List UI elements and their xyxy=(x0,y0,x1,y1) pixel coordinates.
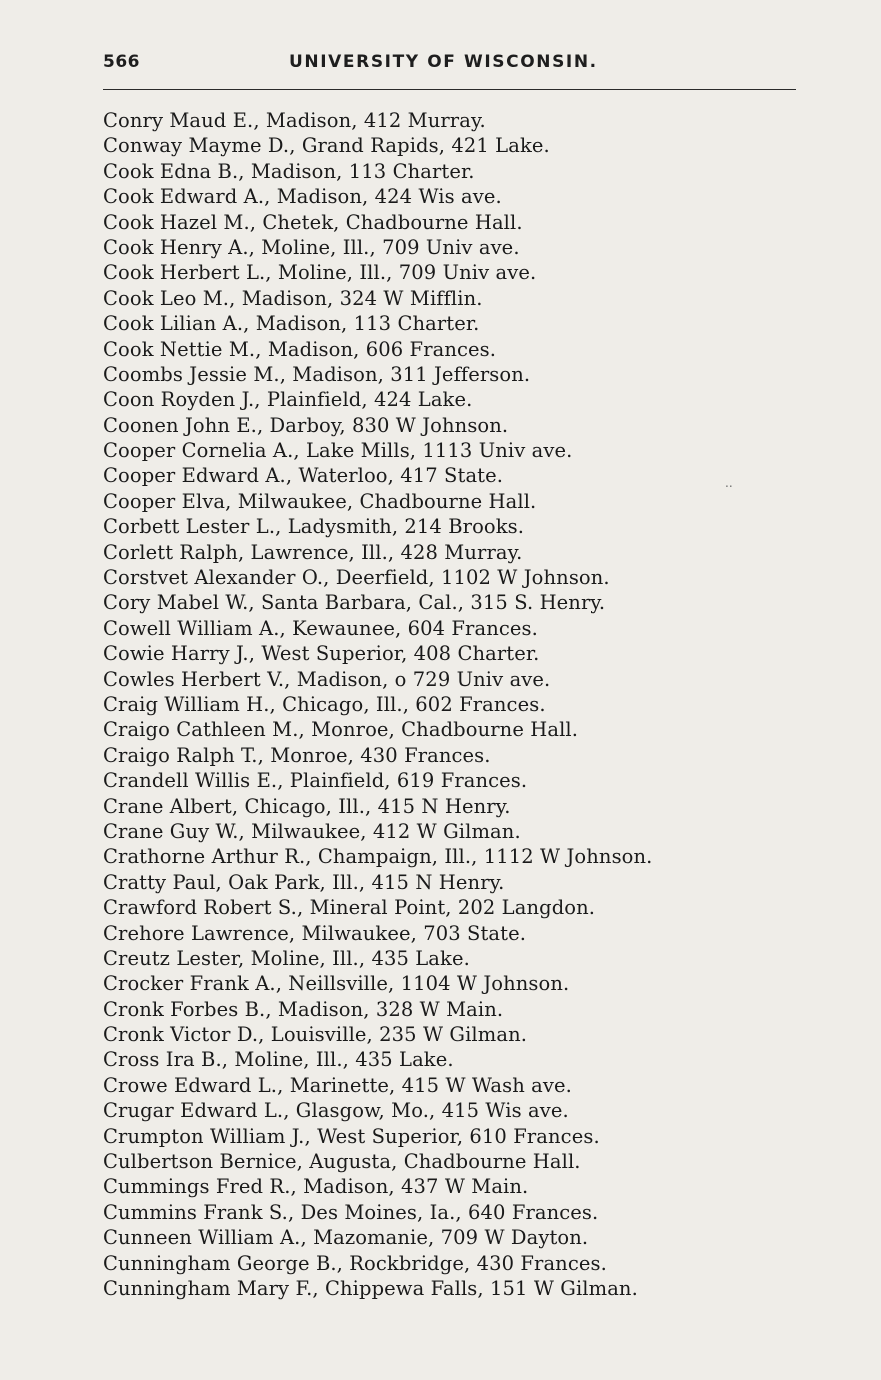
directory-entry: Cook Nettie M., Madison, 606 Frances. xyxy=(103,337,497,361)
directory-entry: Craig William H., Chicago, Ill., 602 Frances. xyxy=(103,692,546,716)
stray-print-mark: .. xyxy=(725,476,733,490)
directory-entry: Culbertson Bernice, Augusta, Chadbourne Hall. xyxy=(103,1150,581,1174)
directory-entry: Cooper Cornelia A., Lake Mills, 1113 Univ ave. xyxy=(103,439,573,463)
directory-entry: Craigo Ralph T., Monroe, 430 Frances. xyxy=(103,743,491,767)
directory-entry: Corlett Ralph, Lawrence, Ill., 428 Murray. xyxy=(103,540,523,564)
directory-entry: Cook Edward A., Madison, 424 Wis ave. xyxy=(103,185,502,209)
header-rule xyxy=(103,89,796,90)
directory-entry: Corbett Lester L., Ladysmith, 214 Brooks. xyxy=(103,515,525,539)
directory-entry: Cook Herbert L., Moline, Ill., 709 Univ ave. xyxy=(103,261,537,285)
page-header xyxy=(103,52,796,82)
directory-entry: Crugar Edward L., Glasgow, Mo., 415 Wis ave. xyxy=(103,1099,569,1123)
directory-entry: Cooper Edward A., Waterloo, 417 State. xyxy=(103,464,504,488)
directory-entry: Cronk Forbes B., Madison, 328 W Main. xyxy=(103,997,504,1021)
directory-entry: Crawford Robert S., Mineral Point, 202 Langdon. xyxy=(103,896,596,920)
directory-entry: Cratty Paul, Oak Park, Ill., 415 N Henry. xyxy=(103,870,505,894)
directory-entry: Cronk Victor D., Louisville, 235 W Gilman. xyxy=(103,1023,528,1047)
directory-entry: Cross Ira B., Moline, Ill., 435 Lake. xyxy=(103,1048,454,1072)
running-head: UNIVERSITY OF WISCONSIN. xyxy=(289,52,598,72)
directory-entry: Crehore Lawrence, Milwaukee, 703 State. xyxy=(103,921,527,945)
directory-entry: Coonen John E., Darboy, 830 W Johnson. xyxy=(103,413,509,437)
directory-entry: Cowles Herbert V., Madison, o 729 Univ ave. xyxy=(103,667,551,691)
directory-entry: Conway Mayme D., Grand Rapids, 421 Lake. xyxy=(103,134,550,158)
directory-entry: Craigo Cathleen M., Monroe, Chadbourne Hall. xyxy=(103,718,579,742)
directory-entry: Crowe Edward L., Marinette, 415 W Wash ave. xyxy=(103,1073,572,1097)
directory-entry: Crane Albert, Chicago, Ill., 415 N Henry. xyxy=(103,794,511,818)
directory-entry: Crane Guy W., Milwaukee, 412 W Gilman. xyxy=(103,819,521,843)
directory-entry: Cooper Elva, Milwaukee, Chadbourne Hall. xyxy=(103,489,537,513)
directory-entry: Cunningham George B., Rockbridge, 430 Frances. xyxy=(103,1251,607,1275)
directory-entry: Crumpton William J., West Superior, 610 Frances. xyxy=(103,1124,600,1148)
directory-entry: Corstvet Alexander O., Deerfield, 1102 W Johnson. xyxy=(103,566,610,590)
directory-entry: Cowie Harry J., West Superior, 408 Charter. xyxy=(103,642,540,666)
directory-entry: Coombs Jessie M., Madison, 311 Jefferson. xyxy=(103,362,531,386)
directory-entry: Creutz Lester, Moline, Ill., 435 Lake. xyxy=(103,946,470,970)
directory-entry: Cook Hazel M., Chetek, Chadbourne Hall. xyxy=(103,210,523,234)
directory-entry: Crocker Frank A., Neillsville, 1104 W Johnson. xyxy=(103,972,570,996)
directory-entry: Cunningham Mary F., Chippewa Falls, 151 W Gilman. xyxy=(103,1276,638,1300)
directory-entry: Cook Henry A., Moline, Ill., 709 Univ ave. xyxy=(103,235,520,259)
directory-entry: Cunneen William A., Mazomanie, 709 W Dayton. xyxy=(103,1226,589,1250)
directory-entry: Cowell William A., Kewaunee, 604 Frances. xyxy=(103,616,538,640)
directory-entry: Cook Leo M., Madison, 324 W Mifflin. xyxy=(103,286,483,310)
directory-entry: Cook Lilian A., Madison, 113 Charter. xyxy=(103,312,480,336)
directory-entry: Cook Edna B., Madison, 113 Charter. xyxy=(103,159,475,183)
directory-entry: Crathorne Arthur R., Champaign, Ill., 1112 W Johnson. xyxy=(103,845,653,869)
directory-entry: Cory Mabel W., Santa Barbara, Cal., 315 S. Henry. xyxy=(103,591,606,615)
directory-entry: Crandell Willis E., Plainfield, 619 Frances. xyxy=(103,769,528,793)
directory-entry: Coon Royden J., Plainfield, 424 Lake. xyxy=(103,388,473,412)
page-number: 566 xyxy=(103,52,140,72)
directory-entry: Cummings Fred R., Madison, 437 W Main. xyxy=(103,1175,529,1199)
directory-entry: Cummins Frank S., Des Moines, Ia., 640 Frances. xyxy=(103,1200,599,1224)
directory-entry: Conry Maud E., Madison, 412 Murray. xyxy=(103,109,486,132)
directory-list xyxy=(103,108,652,1301)
